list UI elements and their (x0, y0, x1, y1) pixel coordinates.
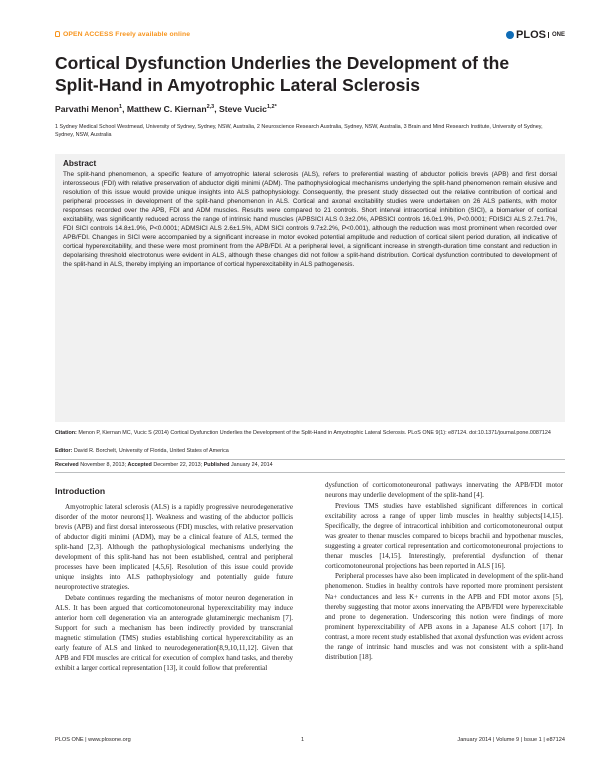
paragraph: Amyotrophic lateral sclerosis (ALS) is a rapidly progressive neurodegenerative disorder of the motor neurons[1]. Weakness and wasting of the abductor pollicis brevis (APB) and first dorsal interosseous (FDI) muscles, with relative preservation of abductor digiti minimi (ADM), may be a clinical feature of ALS, termed the split-hand [2,3]. Although the pathophysiological mechanisms underlying the development of this split-hand has not been established, central and peripheral processes have been implicated [4,5,6]. Resolution of this issue could provide unique insights into ALS pathophysiology and potentially guide future neuroprotective strategies. (55, 503, 293, 592)
plos-logo-icon (506, 31, 514, 39)
plos-one-logo (506, 29, 565, 41)
abstract-heading: Abstract (63, 159, 97, 168)
paragraph: Debate continues regarding the mechanisms of motor neuron degeneration in ALS. It has been argued that corticomotoneuronal hyperexcitability may induce anterior horn cell degeneration via an anterograde glutaminergic mechanism [7]. Support for such a mechanism has been indirectly provided by transcranial magnetic stimulation (TMS) studies establishing cortical hyperexcitability as an early feature of ALS and linked to neurodegeneration[8,9,10,11,12]. Given that APB and FDI muscles are critical for execution of complex hand tasks, and thereby exhibit a larger cortical representation [13], it could follow that preferential (55, 593, 293, 673)
dates-line: Received November 8, 2013; Accepted December 22, 2013; Published January 24, 2014 (55, 462, 273, 468)
plos-logo-text: PLOS (516, 29, 546, 41)
editor-line: Editor: David R. Borchelt, University of Florida, United States of America (55, 448, 229, 454)
introduction-left-column (55, 502, 293, 673)
introduction-heading: Introduction (55, 486, 106, 496)
article-title: Cortical Dysfunction Underlies the Development of the Split-Hand in Amyotrophic Lateral Sclerosis (55, 53, 510, 95)
affiliations: 1 Sydney Medical School Westmead, University of Sydney, Sydney, NSW, Australia, 2 Neuroscience Research Australia, Sydney, NSW, Australia, 3 Brain and Mind Research Institute, University of Sydney, Sydney, NSW, Australia (55, 124, 543, 138)
footer-journal: PLOS ONE | www.plosone.org (55, 737, 131, 743)
citation-line: Citation: Menon P, Kiernan MC, Vucic S (2014) Cortical Dysfunction Underlies the Development of the Split-Hand in Amyotrophic Lateral Sclerosis. PLoS ONE 9(1): e87124. doi:10.1371/journal.pone.0087124 (55, 430, 551, 436)
paragraph: Peripheral processes have also been implicated in development of the split-hand phenomenon. Studies in healthy controls have reported more prominent persistent Na+ conductances and less K+ currents in the APB and FDI motor axons [5], thereby suggesting that motor axons innervating the APB/FDI were hyperexcitable and prone to degeneration. Underscoring this notion were findings of more prominent hyperexcitability of APB axons in a Japanese ALS cohort [17]. In contrast, a more recent study established that axonal dysfunction was evident across the range of intrinsic hand muscles and was not consistent with a split-hand distribution [18]. (325, 572, 563, 661)
abstract-box (55, 154, 565, 422)
paragraph: Previous TMS studies have established significant differences in cortical excitability across a range of upper limb muscles in healthy subjects[14,15]. Specifically, the degree of intracortical inhibition and corticomotoneuronal output was greater to thenar muscles compared to biceps brachii and hypothenar muscles, suggesting a greater cortical representation and corticomotoneuronal projections to thenar muscles [14,15]. Interestingly, preferential dysfunction of thenar corticomotoneuronal projections has been reported in ALS [16]. (325, 501, 563, 570)
footer-issue: January 2014 | Volume 9 | Issue 1 | e87124 (457, 737, 565, 743)
journal-header (55, 29, 565, 43)
divider (55, 472, 565, 473)
footer-page-number: 1 (301, 737, 305, 743)
author-3[interactable]: Steve Vucic$^{1,2*}$ (219, 104, 277, 114)
paragraph: dysfunction of corticomotoneuronal pathways innervating the APB/FDI motor neurons may underlie development of the split-hand [4]. (325, 481, 563, 500)
introduction-right-column (325, 480, 563, 662)
open-access-label: OPEN ACCESS Freely available online (63, 31, 191, 38)
open-access-lock-icon (55, 31, 60, 37)
abstract-text: The split-hand phenomenon, a specific feature of amyotrophic lateral sclerosis (ALS), refers to preferential wasting of abductor pollicis brevis (APB) and first dorsal interosseous (FDI) with relative preservation of abductor digiti minimi (ADM). The pathophysiological mechanisms underlying the split-hand phenomenon remain elusive and resolution of this issue would provide unique insights into ALS pathophysiology. Consequently, the present study dissected out the relative contribution of cortical and peripheral processes in development of the split-hand phenomenon in ALS. Cortical and axonal excitability studies were undertaken on 26 ALS patients, with motor responses recorded over the APB, FDI and ADM muscles. Results were compared to 21 controls. Short interval intracortical inhibition (SICI), a biomarker of cortical excitability, was significantly reduced across the range of intrinsic hand muscles (APBSICI ALS 0.3±2.0%, APBSICI controls 16.0±1.9%, P<0.0001; FDISICI ALS 2.7±1.7%, FDI SICI controls 14.8±1.9%, P<0.0001; ADMSICI ALS 2.6±1.5%, ADM SICI controls 9.7±2.2%, P<0.001), although the reduction was most prominent when recorded over APB/FDI. Changes in SICI were accompanied by a significant increase in motor evoked potential amplitude and reduction of cortical silent period duration, all indicative of cortical hyperexcitability, and these were most prominent from the APB/FDI. At a peripheral level, a significant increase in strength-duration time constant and reduction in depolarising threshold electrotonus were evident in ALS, although these changes did not follow a split-hand distribution. Cortical dysfunction contributed to development of the split-hand in ALS, thereby implying an importance of cortical hyperexcitability in ALS pathogenesis. (63, 171, 557, 268)
open-access-banner (55, 31, 190, 38)
author-1[interactable]: Parvathi Menon$^1$ (55, 104, 123, 114)
divider (55, 459, 565, 460)
author-list: Parvathi Menon$^1$, Matthew C. Kiernan$^{2,3}$, Steve Vucic$^{1,2*}$ (55, 104, 277, 114)
plos-logo-suffix: ONE (548, 32, 565, 38)
author-2[interactable]: Matthew C. Kiernan$^{2,3}$ (126, 104, 215, 114)
